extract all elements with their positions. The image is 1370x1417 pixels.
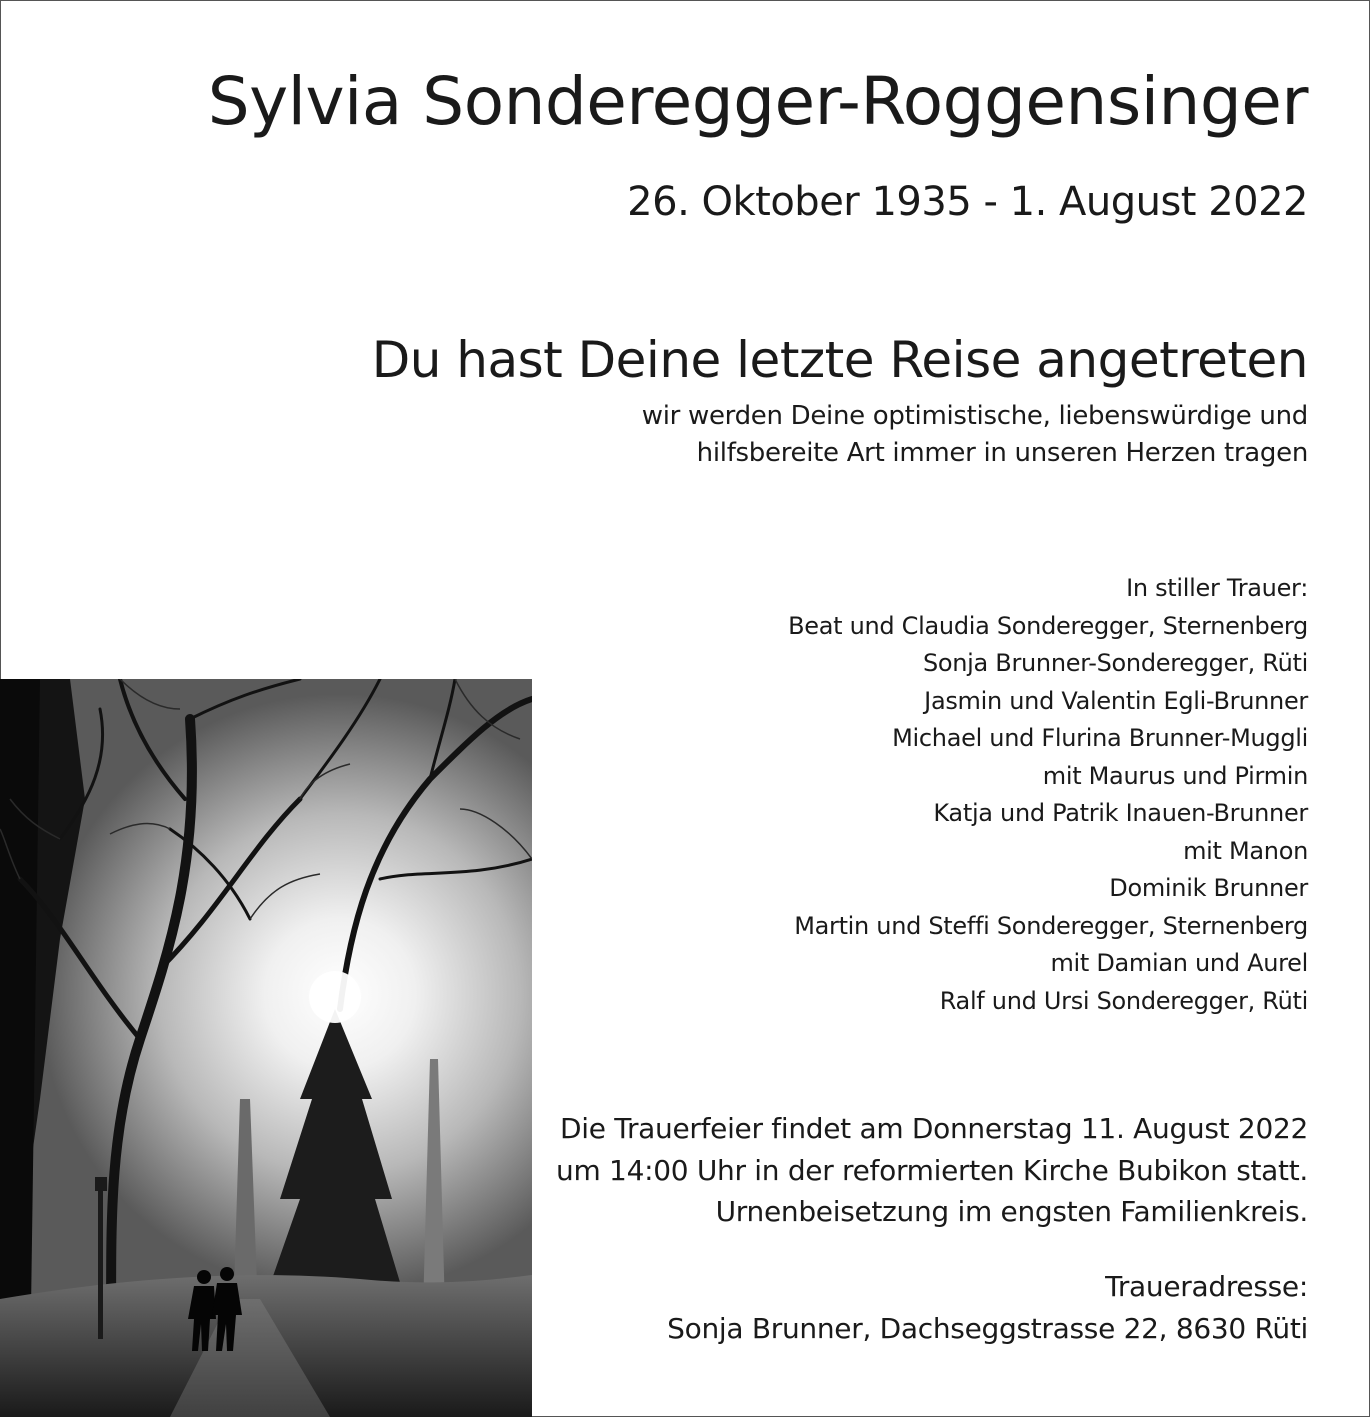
ceremony-line: Urnenbeisetzung im engsten Familienkreis. [715, 1195, 1308, 1228]
mourner-line: mit Damian und Aurel [1050, 949, 1308, 977]
motto-heading: Du hast Deine letzte Reise angetreten [371, 331, 1308, 389]
mourner-line: Sonja Brunner-Sonderegger, Rüti [922, 649, 1308, 677]
mourner-line: Dominik Brunner [1109, 874, 1308, 902]
mourning-address [667, 1266, 1308, 1349]
mourner-line: Michael und Flurina Brunner-Muggli [892, 724, 1308, 752]
address-heading: Traueradresse: [1105, 1270, 1308, 1303]
forest-photo-image [0, 679, 532, 1417]
ceremony-line: um 14:00 Uhr in der reformierten Kirche Bubikon statt. [556, 1153, 1308, 1187]
mourner-line: Martin und Steffi Sonderegger, Sternenberg [794, 911, 1308, 940]
forest-photo [0, 679, 532, 1417]
mourners-list [788, 570, 1308, 1020]
mourner-line: Beat und Claudia Sonderegger, Sternenberg [788, 611, 1308, 640]
mourner-line: Katja und Patrik Inauen-Brunner [933, 799, 1308, 827]
mourner-line: Jasmin und Valentin Egli-Brunner [924, 686, 1308, 715]
mourner-line: Ralf und Ursi Sonderegger, Rüti [939, 986, 1308, 1015]
address-text: Sonja Brunner, Dachseggstrasse 22, 8630 Rüti [667, 1311, 1308, 1345]
ceremony-line: Die Trauerfeier findet am Donnerstag 11. August 2022 [559, 1112, 1308, 1145]
motto-line: hilfsbereite Art immer in unseren Herzen tragen [696, 438, 1308, 468]
mourner-line: mit Manon [1183, 836, 1308, 865]
motto-text [642, 398, 1308, 472]
mourner-line: mit Maurus und Pirmin [1042, 761, 1308, 790]
motto-line: wir werden Deine optimistische, liebenswürdige und [641, 401, 1308, 431]
life-dates: 26. Oktober 1935 - 1. August 2022 [627, 179, 1308, 225]
mourners-heading: In stiller Trauer: [1126, 574, 1308, 602]
deceased-name: Sylvia Sonderegger-Roggensinger [207, 63, 1308, 140]
ceremony-info [556, 1108, 1308, 1233]
